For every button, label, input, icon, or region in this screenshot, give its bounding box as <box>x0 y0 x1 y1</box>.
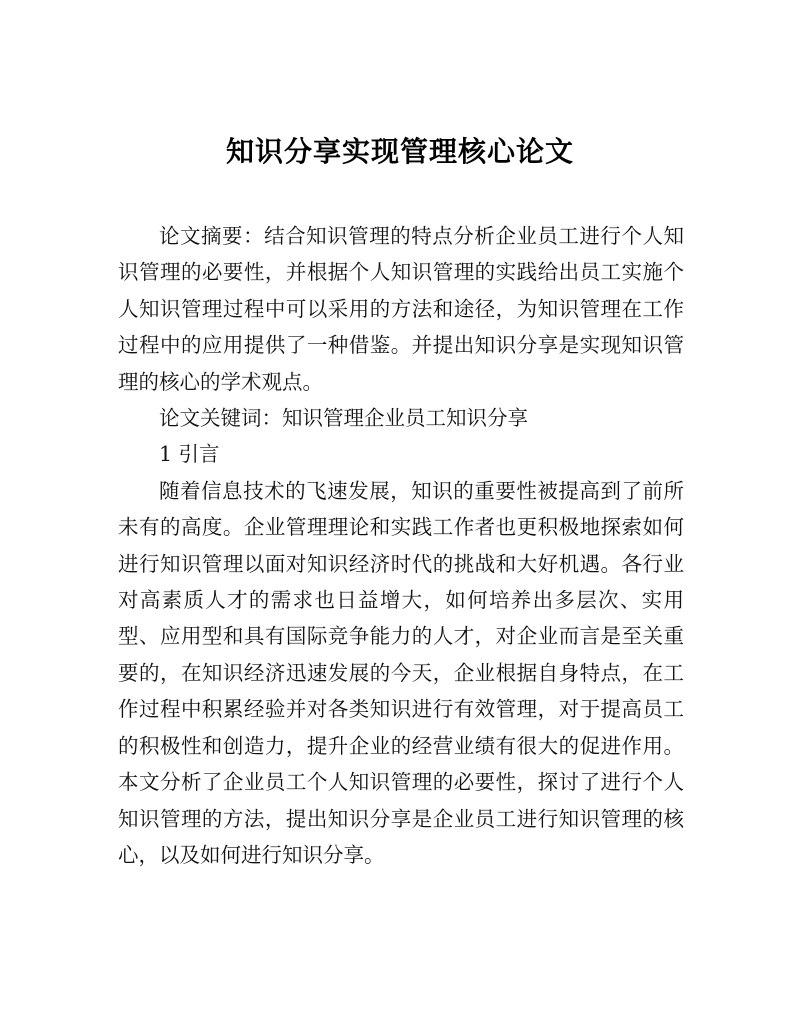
section-heading-introduction: 1 引言 <box>159 442 220 467</box>
abstract-paragraph: 论文摘要：结合知识管理的特点分析企业员工进行个人知识管理的必要性，并根据个人知识管理的实践给出员工实施个人知识管理过程中可以采用的方法和途径，为知识管理在工作过程中的应用提供了一种借鉴。并提出知识分享是实现知识管理的核心的学术观点。 <box>118 224 684 394</box>
keywords-paragraph: 论文关键词：知识管理企业员工知识分享 <box>159 406 528 431</box>
page-title: 知识分享实现管理核心论文 <box>225 135 574 168</box>
document-body <box>118 218 684 873</box>
introduction-paragraph: 随着信息技术的飞速发展，知识的重要性被提高到了前所未有的高度。企业管理理论和实践工作者也更积极地探索如何进行知识管理以面对知识经济时代的挑战和大好机遇。各行业对高素质人才的需求也日益增大，如何培养出多层次、实用型、应用型和具有国际竞争能力的人才，对企业而言是至关重要的，在知识经济迅速发展的今天，企业根据自身特点，在工作过程中积累经验并对各类知识进行有效管理，对于提高员工的积极性和创造力，提升企业的经营业绩有很大的促进作用。本文分析了企业员工个人知识管理的必要性，探讨了进行个人知识管理的方法，提出知识分享是企业员工进行知识管理的核心，以及如何进行知识分享。 <box>118 478 684 867</box>
